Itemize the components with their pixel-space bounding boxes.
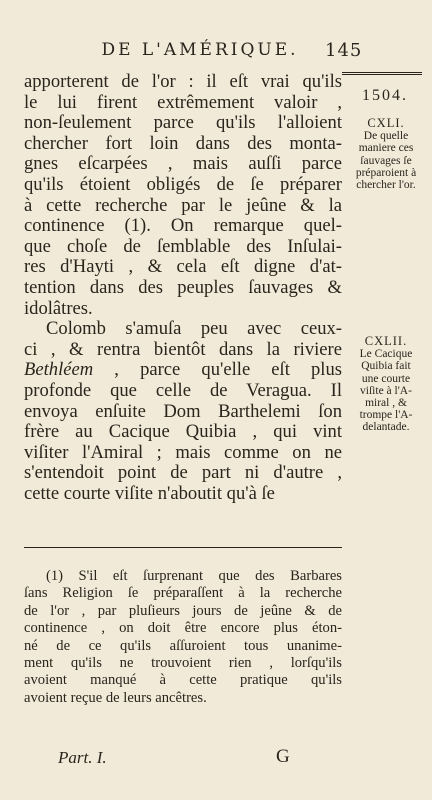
text-line: s'entendoit point de part ni d'autre ,: [24, 462, 342, 484]
text-line: le lui firent extrêmement valoir ,: [24, 91, 342, 113]
footnote-block: [24, 568, 342, 707]
margin-note-number: CXLI.: [367, 116, 405, 130]
italic-place-name: Bethléem: [24, 359, 94, 381]
margin-note-line: chercher l'or.: [356, 179, 416, 192]
text-line: profonde que celle de Veragua. Il: [24, 379, 342, 401]
footnote-line: ſans Religion ſe préparaſſent à la recherche: [24, 585, 342, 602]
main-text-block: [24, 72, 342, 504]
margin-note-line: trompe l'A-: [359, 409, 413, 422]
margin-note-line: maniere ces: [358, 142, 414, 155]
margin-note-line: delantade.: [362, 421, 410, 434]
text-line: cette courte viſite n'aboutit qu'à ſe: [24, 482, 275, 504]
text-line: idolâtres.: [24, 297, 93, 319]
margin-note-line: De quelle: [363, 130, 409, 143]
page-number: 145: [325, 40, 363, 61]
signature-part-label: Part. I.: [58, 748, 107, 767]
text-line: apporterent de l'or : il eſt vrai qu'ils: [24, 71, 342, 92]
text-line: gnes eſcarpées , mais auſſi parce: [24, 153, 342, 175]
footnote-line: (1) S'il eſt ſurprenant que des Barbares: [46, 568, 342, 584]
text-fragment: parce qu'elle eſt plus: [140, 359, 342, 381]
margin-note-line: miral , &: [365, 397, 407, 410]
running-title: DE L'AMÉRIQUE.: [101, 40, 299, 60]
margin-year: 1504.: [362, 87, 408, 104]
footnote-line: avoient manqué à cette pratique qu'ils: [24, 672, 342, 689]
signature-mark: G: [276, 746, 290, 767]
margin-note-cxlii: [342, 335, 430, 434]
footnote-line: avoient reçue de leurs ancêtres.: [24, 689, 207, 706]
margin-note-line: viſite à l'A-: [360, 384, 412, 397]
margin-note-line: Le Cacique: [359, 348, 413, 361]
footnote-line: de l'or , par pluſieurs jours de jeûne & de: [24, 602, 342, 619]
footnote-divider: [24, 547, 342, 548]
text-line: tention dans des peuples ſauvages &: [24, 276, 342, 298]
margin-double-rule: [342, 72, 422, 81]
text-line: continence (1). On remarque quel-: [24, 215, 342, 237]
margin-year-block: [342, 72, 428, 105]
margin-note-number: CXLII.: [364, 334, 408, 348]
footnote-line: continence , on doit être encore plus éton-: [24, 620, 342, 637]
text-line: res d'Hayti , & cela eſt digne d'at-: [24, 256, 342, 278]
text-line: ci , & rentra bientôt dans la riviere: [24, 338, 342, 360]
text-line: frère au Cacique Quibia , qui vint: [24, 421, 342, 443]
margin-note-line: préparoient à: [355, 166, 417, 179]
text-line: à cette recherche par le jeûne & la: [24, 194, 342, 216]
text-line: qu'ils étoient obligés de ſe préparer: [24, 173, 342, 195]
margin-note-cxli: [342, 117, 430, 191]
text-line: chercher fort loin dans des monta-: [24, 132, 342, 154]
text-line: envoya enſuite Dom Barthelemi ſon: [24, 400, 342, 422]
text-line: Colomb s'amuſa peu avec ceux-: [46, 318, 342, 340]
margin-note-line: une courte: [361, 372, 411, 385]
text-line: viſiter l'Amiral ; mais comme on ne: [24, 441, 342, 463]
margin-note-line: ſauvages ſe: [360, 154, 412, 167]
footnote-line: ment qu'ils ne trouvoient rien , lorſqu'ils: [24, 655, 342, 672]
text-line: que choſe de ſemblable des Inſulai-: [24, 235, 342, 257]
text-line-with-italic: Bethléem , parce qu'elle eſt plus: [24, 359, 342, 381]
margin-note-line: Quibia fait: [361, 360, 411, 373]
text-line: non-ſeulement parce qu'ils l'alloient: [24, 112, 342, 134]
footnote-line: né de ce qu'ils aſſuroient tous unanime-: [24, 637, 342, 654]
